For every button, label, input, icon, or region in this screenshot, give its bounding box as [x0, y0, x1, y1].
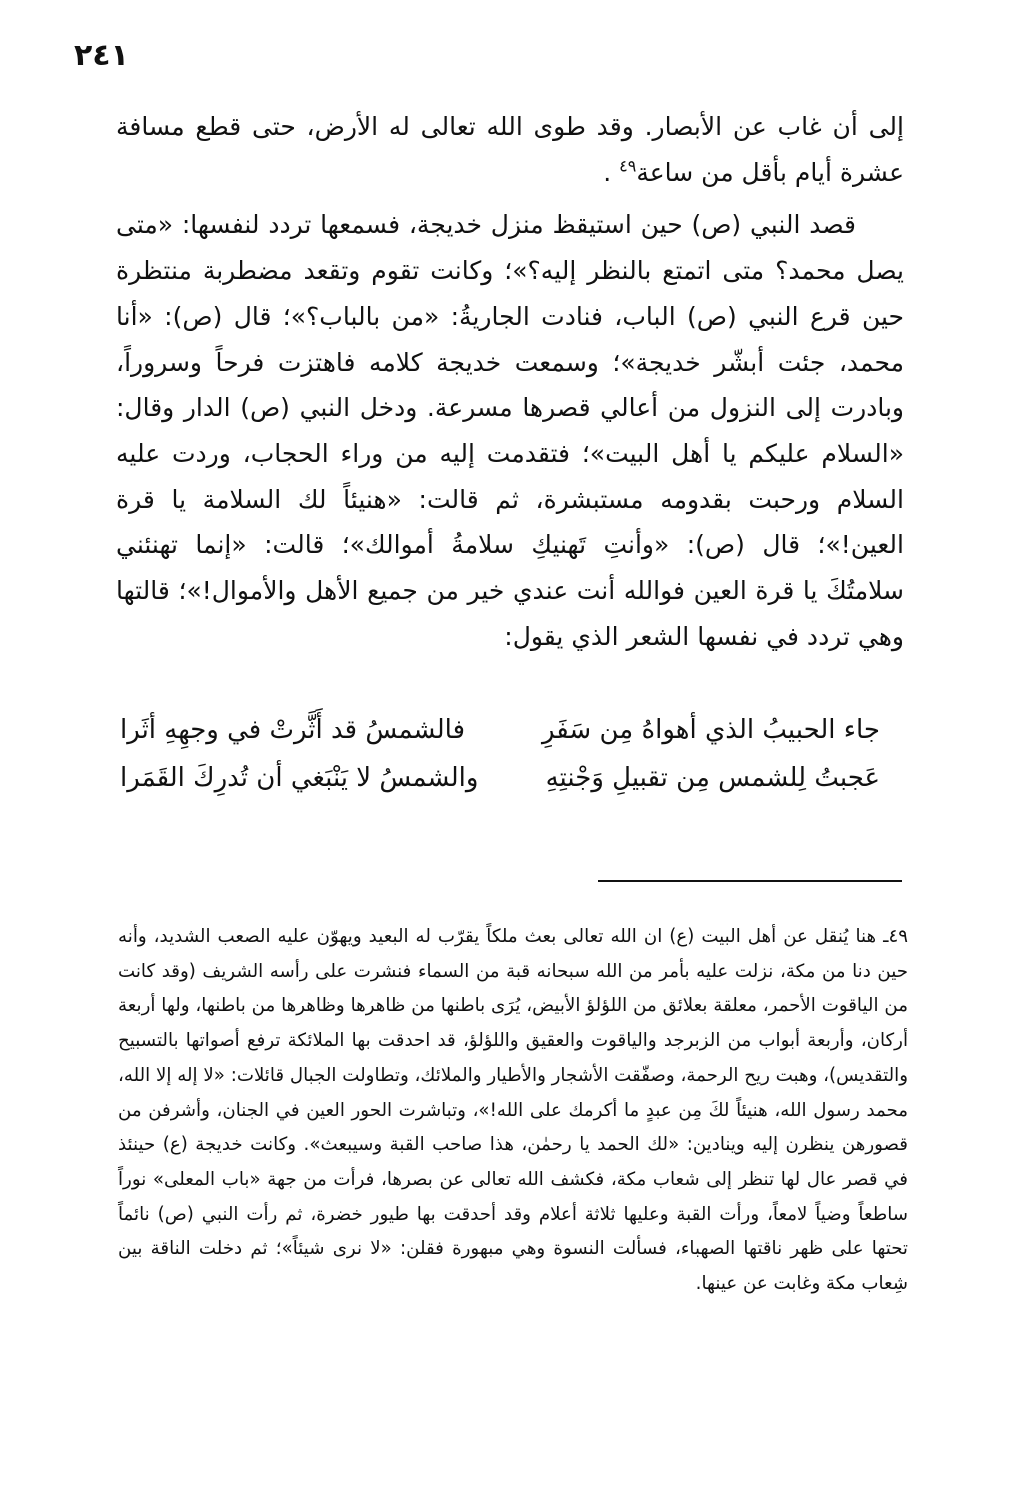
paragraph-1	[116, 104, 904, 195]
poem-line	[120, 706, 880, 754]
body-text	[116, 104, 904, 659]
page-number: ٢٤١	[74, 38, 129, 73]
footnote-number: ٤٩ـ	[883, 926, 908, 947]
poem-hemistich-first: جاء الحبيبُ الذي أهواهُ مِن سَفَرِ	[541, 715, 880, 745]
poem-hemistich-first: عَجبتُ لِلشمس مِن تقبيلِ وَجْنتِهِ	[545, 763, 880, 793]
poem-line	[120, 754, 880, 802]
footnote-reference[interactable]: ٤٩	[619, 156, 637, 176]
footnote-text: هنا يُنقل عن أهل البيت (ع) ان الله تعالى بعث ملكاً يقرّب له البعيد ويهوّن عليه الصعب الشديد، وأنه حين دنا من مكة، نزلت عليه بأمر من الله سبحانه قبة من السماء فنشرت على رأسه الشريف (وقد كانت من الياقوت الأحمر، معلقة بعلائق من اللؤلؤ الأبيض، يُرَى باطنها من ظاهرها وظاهرها من باطنها، ولها أربعة أركان، وأربعة أبواب من الزبرجد والياقوت والعقيق واللؤلؤ، قد احدقت بها الملائكة ترفع أصواتها بالتسبيح والتقديس)، وهبت ريح الرحمة، وصفّقت الأشجار والأطيار والملائك، وتطاولت الجبال قائلات: «لا إله إلا الله، محمد رسول الله، هنيئاً لكَ مِن عبدٍ ما أكرمك على الله!»، وتباشرت الحور العين في الجنان، وأشرفن من قصورهن ينظرن إليه وينادين: «لك الحمد يا رحمٰن، هذا صاحب القبة وسيبعث». وكانت خديجة (ع) حينئذ في قصر عال لها تنظر إلى شعاب مكة، فكشف الله تعالى عن بصرها، فرأت من جهة «باب المعلى» نوراً ساطعاً وضياً لامعاً، ورأت القبة وعليها ثلاثة أعلام وقد أحدقت بها طيور خضرة، ثم رأت النبي (ص) نائماً تحتها على ظهر ناقتها الصهباء، فسألت النسوة وهي مبهورة فقلن: «لا نرى شيئاً»؛ ثم دخلت الناقة بين شِعاب مكة وغابت عن عينها.	[118, 926, 908, 1295]
footnote-49	[118, 920, 908, 1302]
poem-hemistich-second: والشمسُ لا يَنْبَغي أن تُدرِكَ القَمَرا	[120, 763, 479, 793]
poem-hemistich-second: فالشمسُ قد أَثَّرتْ في وجهِهِ أثَرا	[120, 715, 466, 745]
poem	[120, 706, 880, 802]
paragraph-1-text: إلى أن غاب عن الأبصار. وقد طوى الله تعالى له الأرض، حتى قطع مسافة عشرة أيام بأقل من ساعة	[116, 112, 904, 187]
footnote-separator	[598, 880, 902, 882]
paragraph-1-end: .	[603, 157, 612, 187]
paragraph-2: قصد النبي (ص) حين استيقظ منزل خديجة، فسمعها تردد لنفسها: «متى يصل محمد؟ متى اتمتع بالنظر إليه؟»؛ وكانت تقوم وتقعد مضطربة منتظرة حين قرع النبي (ص) الباب، فنادت الجاريةُ: «من بالباب؟»؛ قال (ص): «أنا محمد، جئت أبشّر خديجة»؛ وسمعت خديجة كلامه فاهتزت فرحاً وسروراً، وبادرت إلى النزول من أعالي قصرها مسرعة. ودخل النبي (ص) الدار وقال: «السلام عليكم يا أهل البيت»؛ فتقدمت إليه من وراء الحجاب، وردت عليه السلام ورحبت بقدومه مستبشرة، ثم قالت: «هنيئاً لك السلامة يا قرة العين!»؛ قال (ص): «وأنتِ تَهنيكِ سلامةُ أموالك»؛ قالت: «إنما تهنئني سلامتُكَ يا قرة العين فوالله أنت عندي خير من جميع الأهل والأموال!»؛ قالتها وهي تردد في نفسها الشعر الذي يقول:	[116, 210, 904, 651]
footnotes	[118, 920, 908, 1302]
